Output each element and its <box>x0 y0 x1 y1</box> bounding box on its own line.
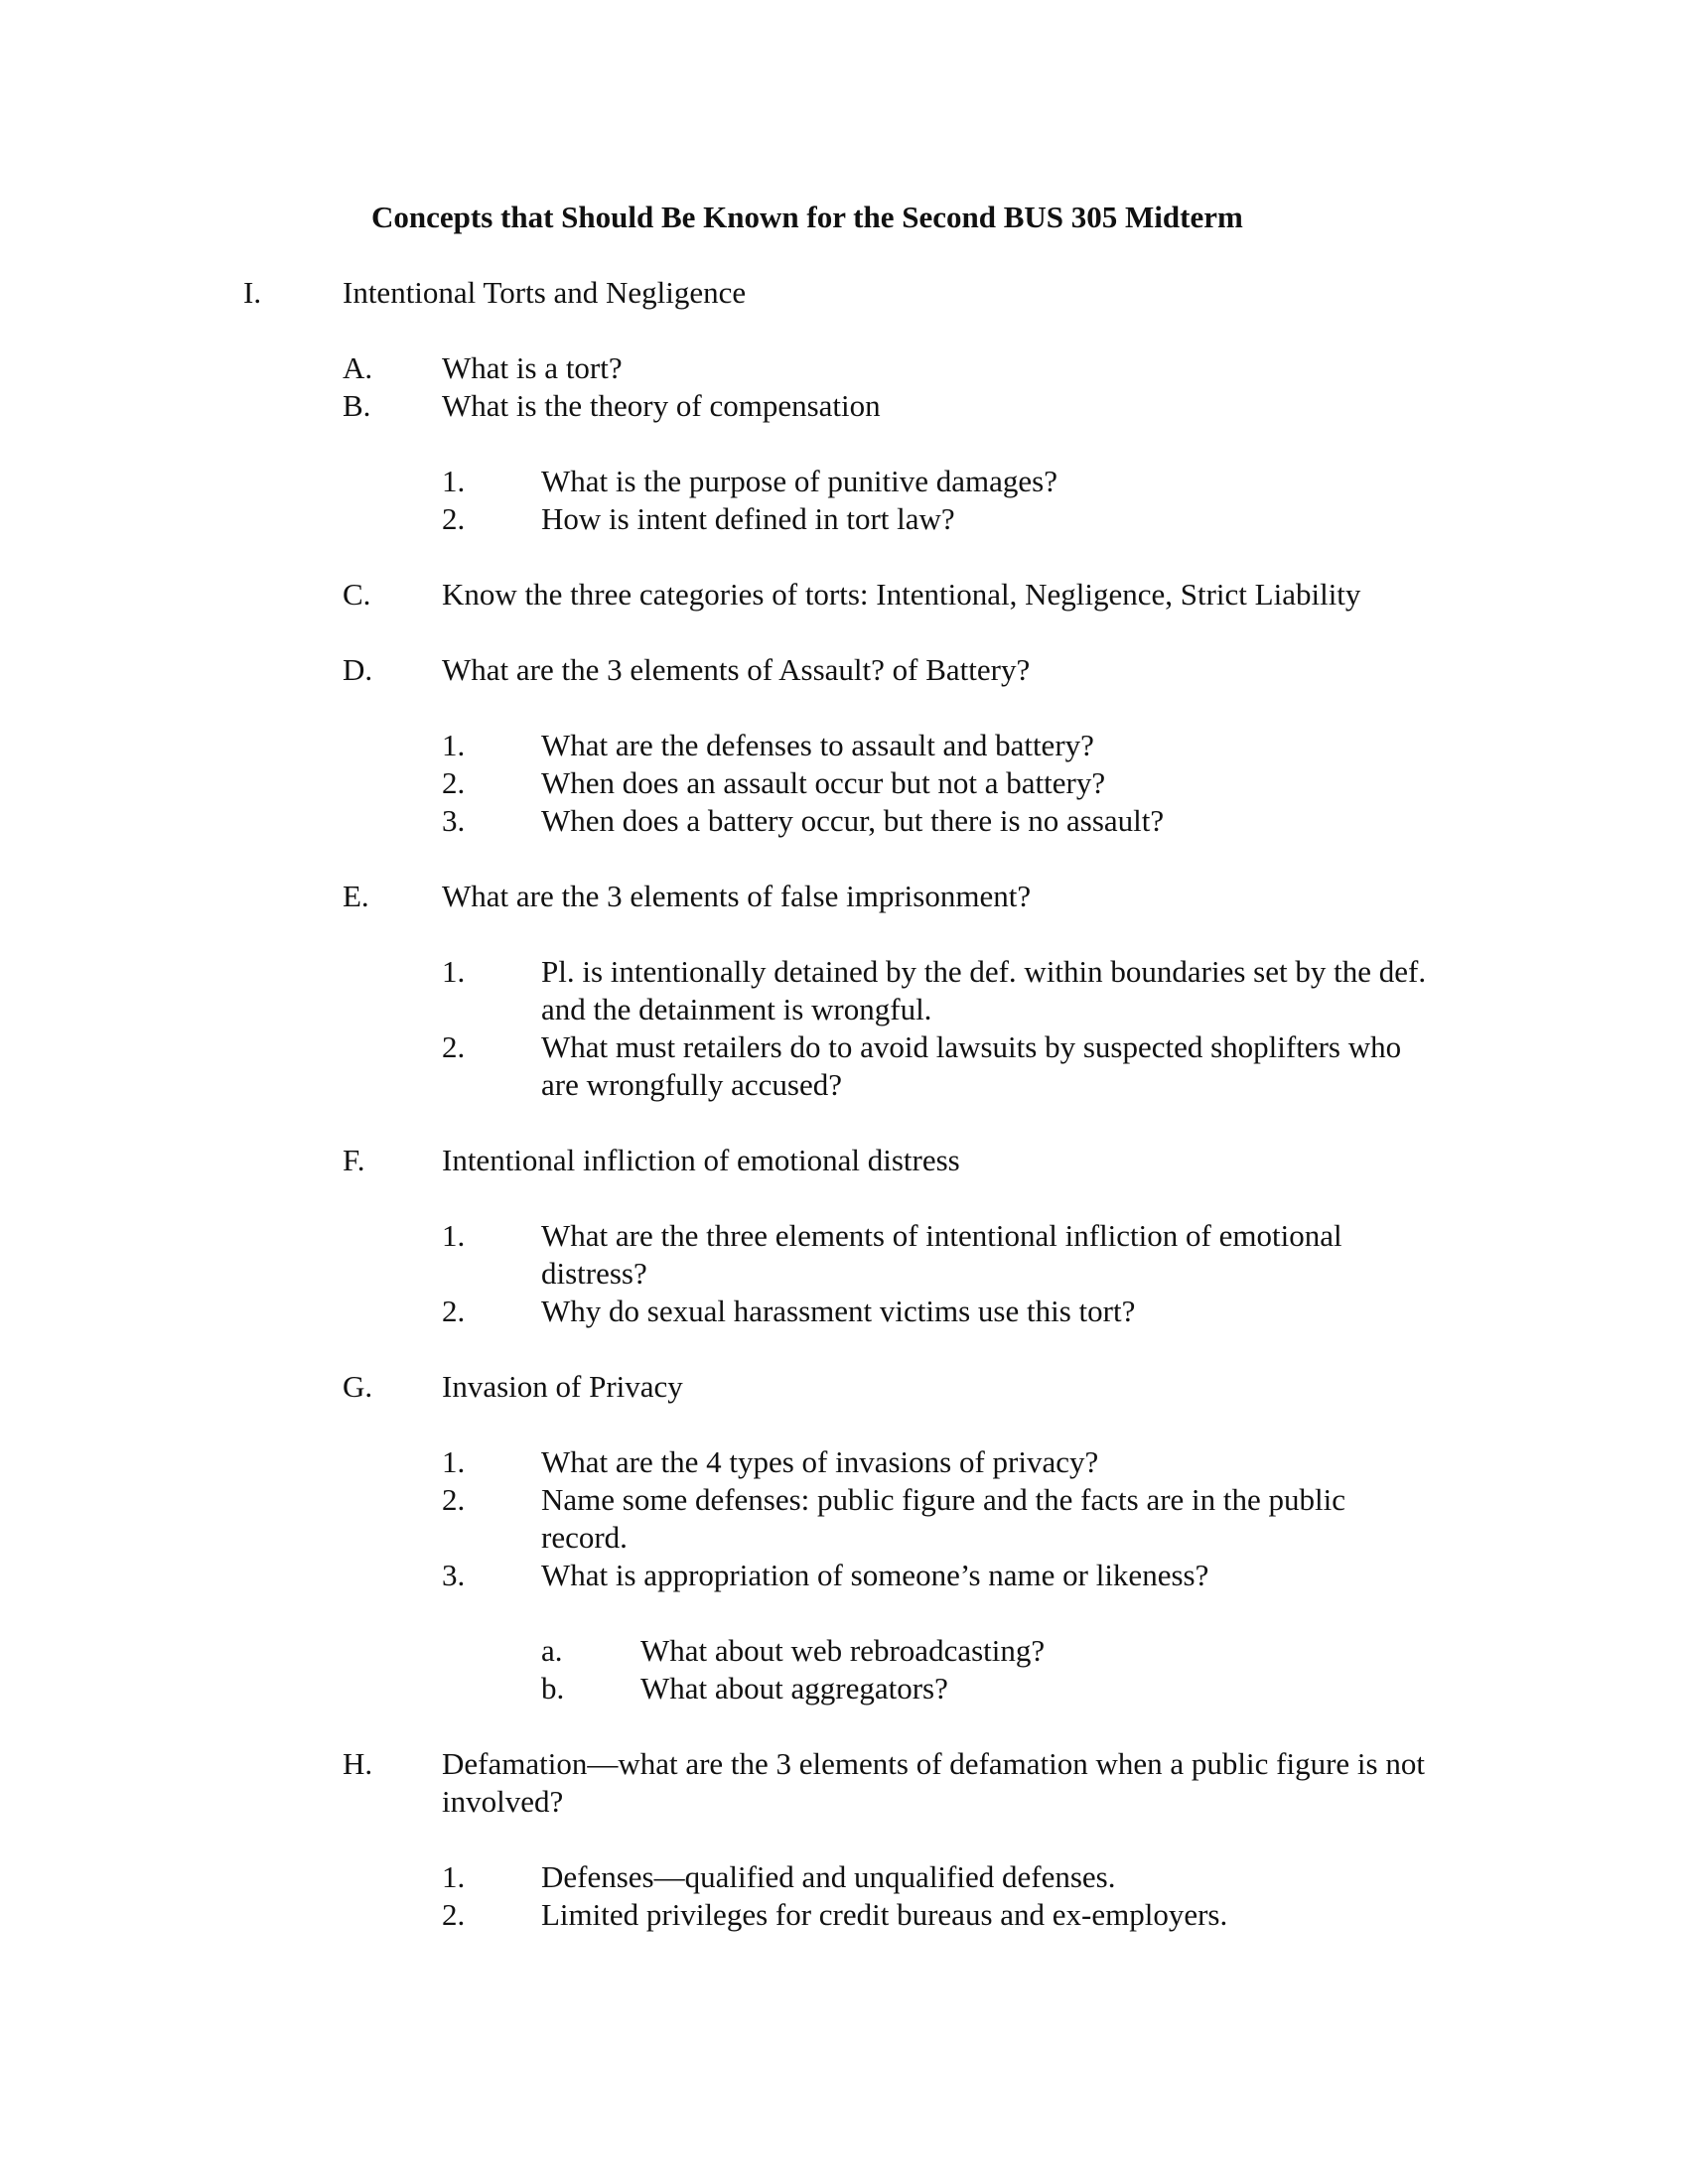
item-marker: A. <box>343 350 373 385</box>
subsubitem-marker: b. <box>541 1671 565 1706</box>
subitem-text: Limited privileges for credit bureaus and ex-employers. <box>541 1897 1228 1932</box>
item-text: Defamation—what are the 3 elements of defamation when a public figure is not involved? <box>442 1746 1425 1819</box>
item-marker: E. <box>343 879 369 913</box>
subitem-marker: 2. <box>442 1294 466 1328</box>
subitem-text: What is the purpose of punitive damages? <box>541 464 1057 498</box>
subitem-marker: 2. <box>442 1029 466 1064</box>
subitem-marker: 1. <box>442 728 466 762</box>
section-heading: Intentional Torts and Negligence <box>343 275 747 310</box>
subitem-text: When does an assault occur but not a battery? <box>541 765 1106 800</box>
subsubitem-text: What about aggregators? <box>640 1671 948 1706</box>
item-text: What is the theory of compensation <box>442 388 881 423</box>
subitem-marker: 1. <box>442 464 466 498</box>
subitem-marker: 3. <box>442 803 466 838</box>
subitem-marker: 1. <box>442 954 466 989</box>
item-marker: B. <box>343 388 371 423</box>
subitem-marker: 2. <box>442 501 466 536</box>
subitem-text: How is intent defined in tort law? <box>541 501 955 536</box>
item-text: What are the 3 elements of Assault? of Battery? <box>442 652 1031 687</box>
item-marker: H. <box>343 1746 373 1781</box>
subitem-text: What are the 4 types of invasions of privacy? <box>541 1444 1099 1479</box>
subsubitem-text: What about web rebroadcasting? <box>640 1633 1046 1668</box>
subitem-marker: 2. <box>442 1482 466 1517</box>
subitem-text: Why do sexual harassment victims use this tort? <box>541 1294 1136 1328</box>
item-text: Invasion of Privacy <box>442 1369 683 1404</box>
subitem-marker: 2. <box>442 765 466 800</box>
page-title: Concepts that Should Be Known for the Second BUS 305 Midterm <box>371 200 1243 234</box>
subitem-text: Name some defenses: public figure and the facts are in the public record. <box>541 1482 1346 1555</box>
item-marker: C. <box>343 577 371 612</box>
subitem-text: Pl. is intentionally detained by the def. within boundaries set by the def. and the detainment is wrongful. <box>541 954 1427 1026</box>
item-marker: D. <box>343 652 373 687</box>
subitem-marker: 3. <box>442 1558 466 1592</box>
item-text: What are the 3 elements of false imprisonment? <box>442 879 1032 913</box>
subitem-text: When does a battery occur, but there is no assault? <box>541 803 1165 838</box>
subitem-text: What is appropriation of someone’s name or likeness? <box>541 1558 1209 1592</box>
subsubitem-marker: a. <box>541 1633 563 1668</box>
subitem-marker: 1. <box>442 1859 466 1894</box>
subitem-text: Defenses—qualified and unqualified defenses. <box>541 1859 1116 1894</box>
subitem-text: What are the defenses to assault and battery? <box>541 728 1094 762</box>
subitem-marker: 1. <box>442 1218 466 1253</box>
subitem-text: What are the three elements of intentional infliction of emotional distress? <box>541 1218 1342 1291</box>
item-text: Know the three categories of torts: Intentional, Negligence, Strict Liability <box>442 577 1361 612</box>
section-marker: I. <box>243 275 262 310</box>
subitem-text: What must retailers do to avoid lawsuits by suspected shoplifters who are wrongfully accused? <box>541 1029 1402 1102</box>
item-marker: G. <box>343 1369 373 1404</box>
subitem-marker: 1. <box>442 1444 466 1479</box>
item-marker: F. <box>343 1143 365 1177</box>
subitem-marker: 2. <box>442 1897 466 1932</box>
item-text: What is a tort? <box>442 350 623 385</box>
item-text: Intentional infliction of emotional distress <box>442 1143 960 1177</box>
